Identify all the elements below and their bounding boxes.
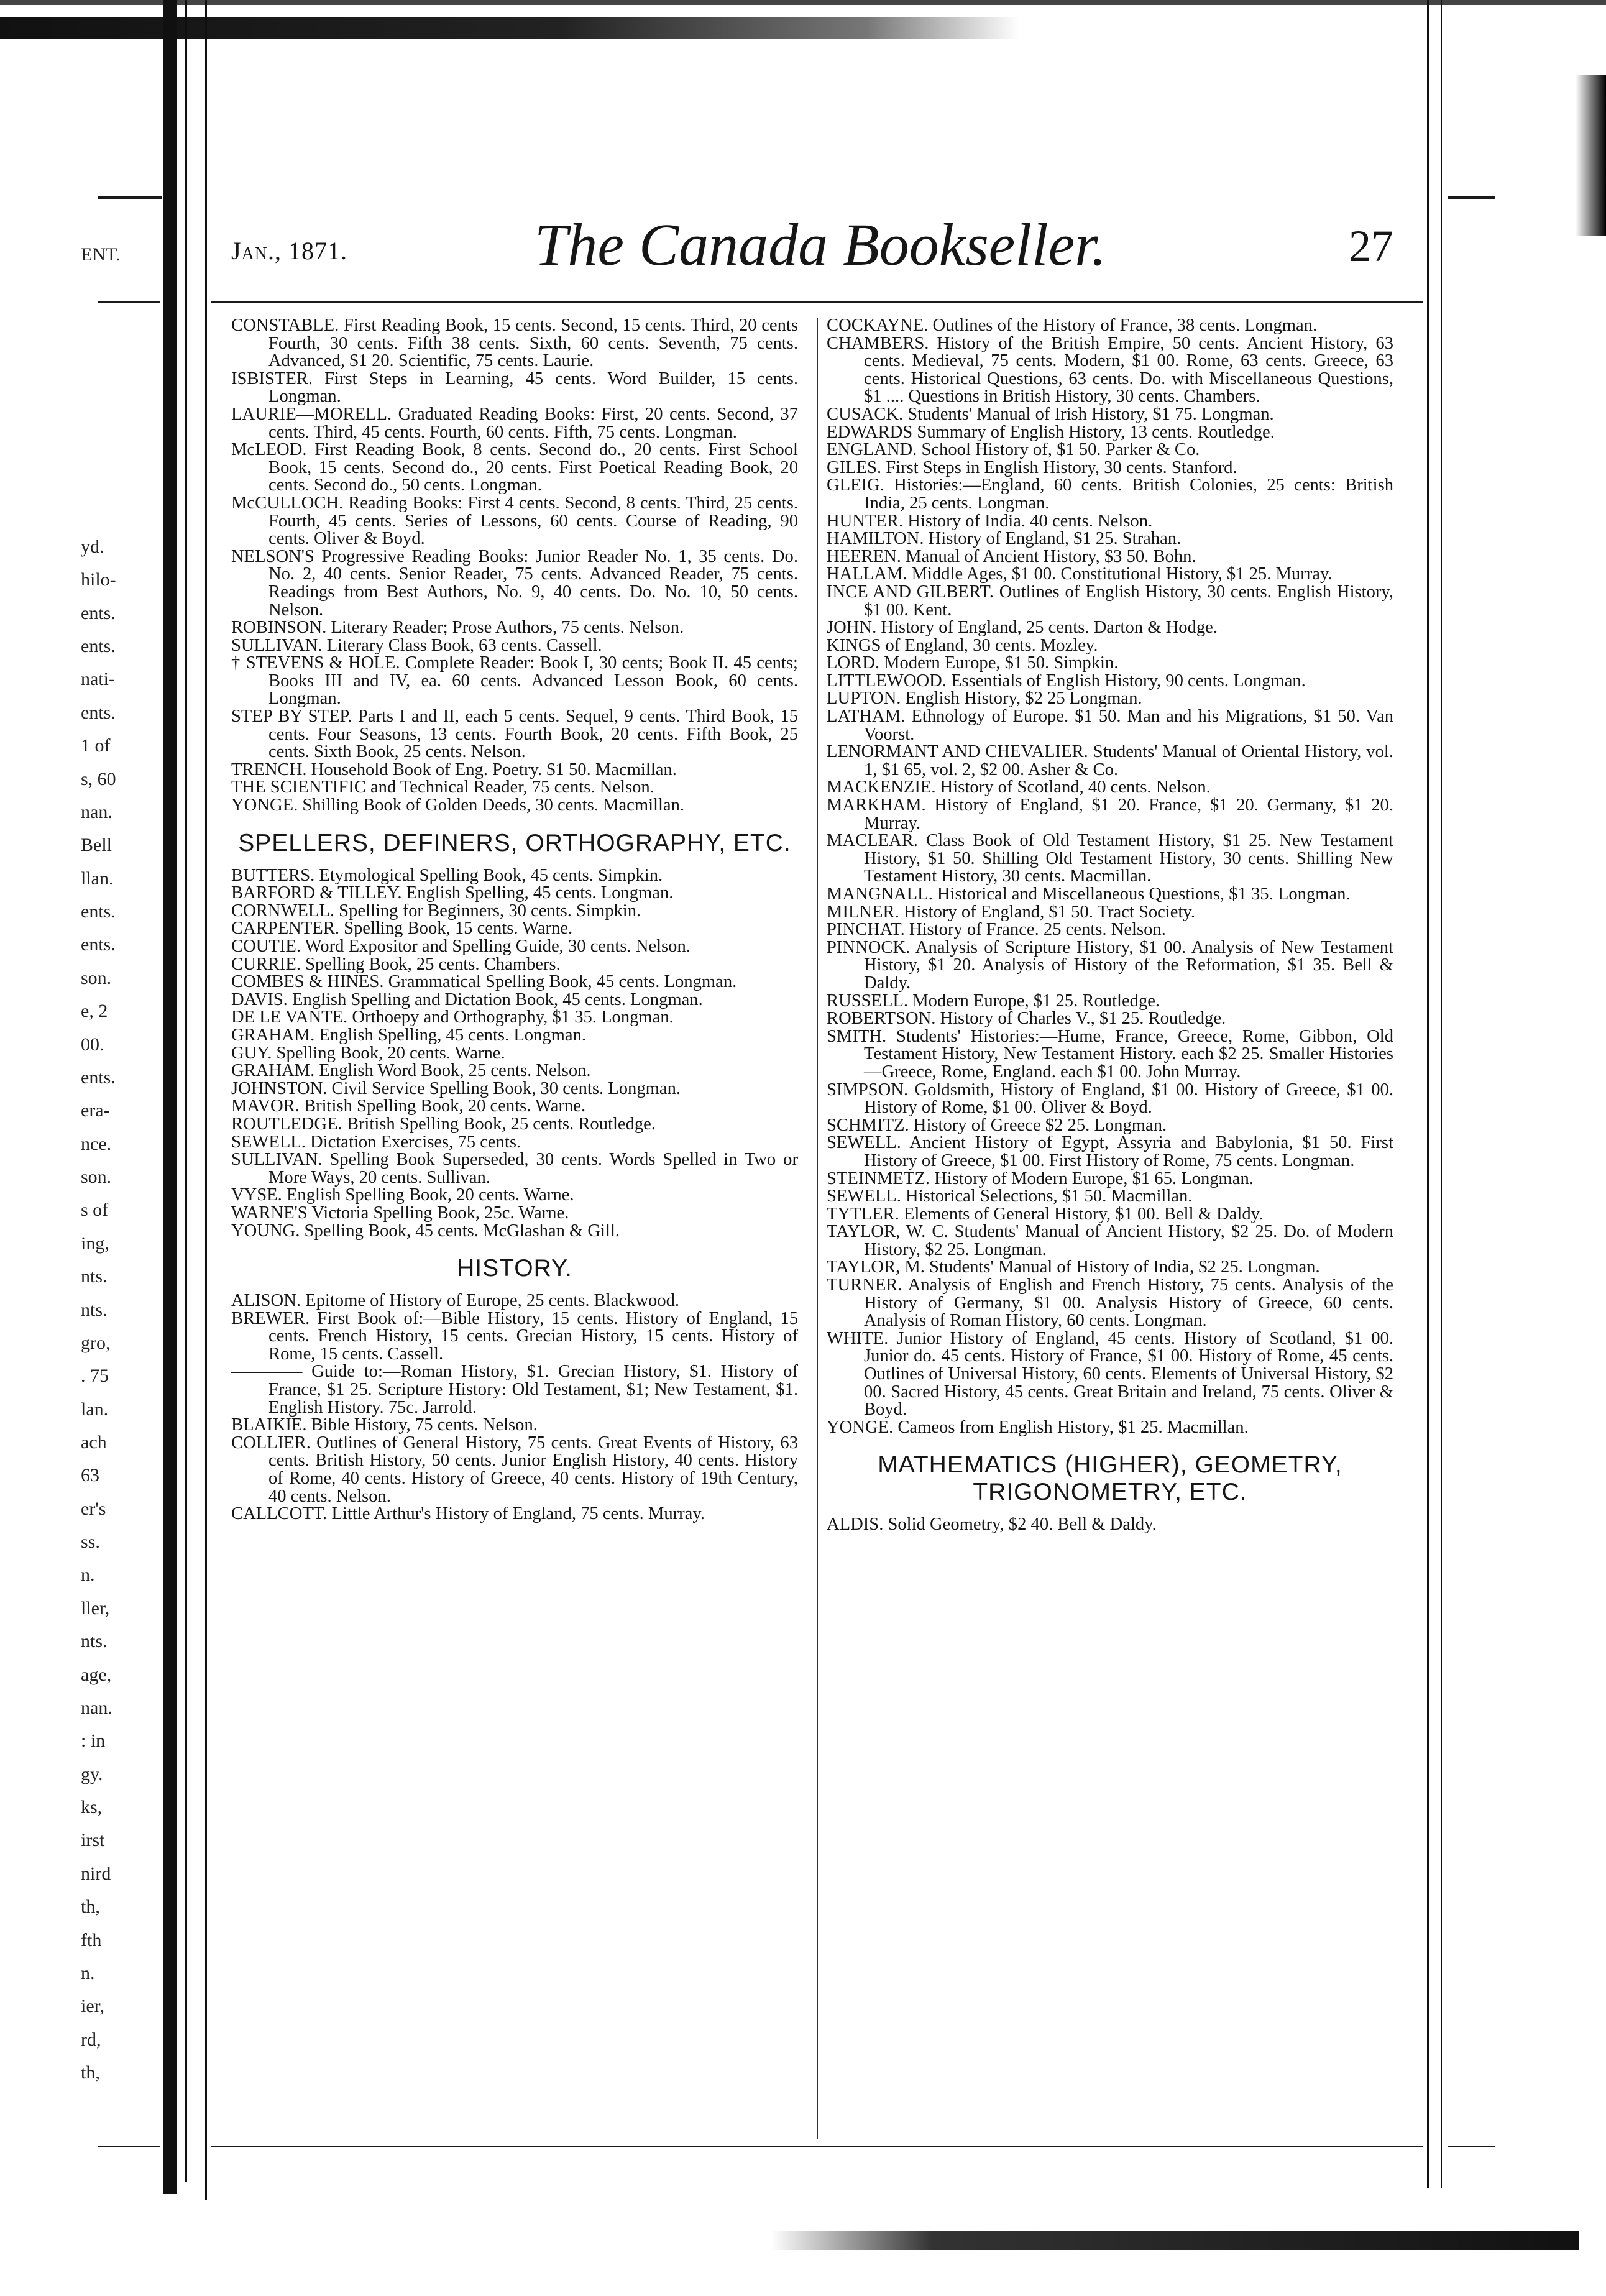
section-heading: MATHEMATICS (HIGHER), GEOMETRY, TRIGONOMETRY, ETC. <box>878 1451 1342 1506</box>
catalog-entry: MACKENZIE. History of Scotland, 40 cents. Nelson. <box>827 778 1211 797</box>
catalog-entry: CHAMBERS. History of the British Empire, 50 cents. Ancient History, 63 cents. Medieval, 75 cents. Modern, $1 00. Rome, 63 cents. Greece, 63 cents. Historical Questions, 63 cents. Do. with Miscellaneous Questions, $1 .... Questions in British History, 30 cents. Chambers. <box>827 333 1393 406</box>
catalog-entry: SEWELL. Ancient History of Egypt, Assyria and Babylonia, $1 50. First History of Greece, $1 00. First History of Rome, 75 cents. Longman. <box>827 1133 1393 1170</box>
margin-fragment: nts. <box>81 1631 108 1652</box>
center-gutter-line <box>817 318 818 2139</box>
margin-fragment: ach <box>81 1431 107 1453</box>
catalog-entry: BLAIKIE. Bible History, 75 cents. Nelson. <box>231 1415 538 1435</box>
catalog-entry: STEINMETZ. History of Modern Europe, $1 65. Longman. <box>827 1169 1254 1188</box>
catalog-entry: CORNWELL. Spelling for Beginners, 30 cents. Simpkin. <box>231 901 641 921</box>
catalog-entry: BREWER. First Book of:—Bible History, 15 cents. History of England, 15 cents. French History, 15 cents. Grecian History, 15 cents. History of Rome, 15 cents. Cassell. <box>231 1308 798 1364</box>
catalog-entry: CONSTABLE. First Reading Book, 15 cents. Second, 15 cents. Third, 20 cents Fourth, 30 cents. Fifth 38 cents. Sixth, 60 cents. Seventh, 75 cents. Advanced, $1 20. Scientific, 75 cents. Laurie. <box>231 316 798 371</box>
catalog-entry: EDWARDS Summary of English History, 13 cents. Routledge. <box>827 422 1275 442</box>
catalog-entry: LENORMANT AND CHEVALIER. Students' Manual of Oriental History, vol. 1, $1 65, vol. 2, $2 00. Asher & Co. <box>827 742 1393 779</box>
catalog-entry: HEEREN. Manual of Ancient History, $3 50. Bohn. <box>827 546 1196 566</box>
right-column <box>827 317 1393 1534</box>
right-binding-rule <box>1427 0 1429 2188</box>
catalog-entry: SCHMITZ. History of Greece $2 25. Longman. <box>827 1115 1167 1135</box>
left-binding-bar <box>163 0 177 2194</box>
margin-fragment: ents. <box>81 602 116 623</box>
header-under-rule-left <box>98 301 160 303</box>
catalog-entry: JOHN. History of England, 25 cents. Darton & Hodge. <box>827 618 1218 638</box>
catalog-entry: GRAHAM. English Word Book, 25 cents. Nelson. <box>231 1061 591 1081</box>
margin-fragment: irst <box>81 1830 105 1851</box>
catalog-entry: GUY. Spelling Book, 20 cents. Warne. <box>231 1043 505 1063</box>
footer-rule-right <box>1448 2146 1495 2147</box>
catalog-entry: HALLAM. Middle Ages, $1 00. Constitutional History, $1 25. Murray. <box>827 564 1333 584</box>
margin-fragment: ents. <box>81 636 116 657</box>
catalog-entry: ———— Guide to:—Roman History, $1. Grecian History, $1. History of France, $1 25. Scripture History: Old Testament, $1; New Testament, $1. English History. 75c. Jarrold. <box>231 1362 798 1417</box>
catalog-entry: BARFORD & TILLEY. English Spelling, 45 cents. Longman. <box>231 883 674 903</box>
catalog-entry: HAMILTON. History of England, $1 25. Strahan. <box>827 529 1182 549</box>
margin-fragment: 00. <box>81 1034 104 1055</box>
catalog-entry: MAVOR. British Spelling Book, 20 cents. Warne. <box>231 1096 586 1116</box>
margin-fragment: fth <box>81 1929 102 1950</box>
catalog-entry: ISBISTER. First Steps in Learning, 45 cents. Word Builder, 15 cents. Longman. <box>231 369 798 406</box>
catalog-entry: YOUNG. Spelling Book, 45 cents. McGlashan & Gill. <box>231 1221 620 1241</box>
margin-fragment: nts. <box>81 1299 108 1320</box>
catalog-entry: BUTTERS. Etymological Spelling Book, 45 cents. Simpkin. <box>231 865 663 885</box>
margin-fragment: nts. <box>81 1266 108 1287</box>
catalog-entry: GLEIG. Histories:—England, 60 cents. British Colonies, 25 cents: British India, 25 cents. Longman. <box>827 475 1393 513</box>
margin-fragment: ks, <box>81 1797 103 1818</box>
margin-fragment: gro, <box>81 1332 111 1353</box>
catalog-entry: MANGNALL. Historical and Miscellaneous Questions, $1 35. Longman. <box>827 884 1351 904</box>
margin-fragment: s of <box>81 1200 109 1221</box>
catalog-entry: MILNER. History of England, $1 50. Tract Society. <box>827 902 1196 922</box>
margin-fragment: ss. <box>81 1531 100 1553</box>
margin-fragment: yd. <box>81 536 104 557</box>
catalog-entry: ALISON. Epitome of History of Europe, 25 cents. Blackwood. <box>231 1291 680 1311</box>
catalog-entry: † STEVENS & HOLE. Complete Reader: Book I, 30 cents; Book II. 45 cents; Books III and IV, ea. 60 cents. Advanced Lesson Book, 60 cents. Longman. <box>231 653 798 709</box>
header-date: Jan., 1871. <box>231 237 348 265</box>
margin-fragment: e, 2 <box>81 1001 108 1022</box>
catalog-entry: TYTLER. Elements of General History, $1 00. Bell & Daldy. <box>827 1204 1264 1224</box>
margin-fragment: nati- <box>81 669 115 690</box>
catalog-entry: ROBINSON. Literary Reader; Prose Authors, 75 cents. Nelson. <box>231 618 684 638</box>
catalog-entry: McCULLOCH. Reading Books: First 4 cents. Second, 8 cents. Third, 25 cents. Fourth, 45 cents. Series of Lessons, 60 cents. Course of Reading, 90 cents. Oliver & Boyd. <box>231 493 798 549</box>
margin-fragment: rd, <box>81 2029 101 2050</box>
margin-fragment: ents. <box>81 901 116 922</box>
margin-fragment: n. <box>81 1962 95 1983</box>
catalog-entry: KINGS of England, 30 cents. Mozley. <box>827 635 1098 655</box>
catalog-entry: STEP BY STEP. Parts I and II, each 5 cents. Sequel, 9 cents. Third Book, 15 cents. Four Seasons, 13 cents. Fourth Book, 20 cents. Fifth Book, 25 cents. Sixth Book, 25 cents. Nelson. <box>231 707 798 762</box>
catalog-entry: McLEOD. First Reading Book, 8 cents. Second do., 20 cents. First School Book, 15 cents. Second do., 20 cents. First Poetical Reading Book, 20 cents. Second do., 50 cents. Longman. <box>231 440 798 495</box>
catalog-entry: VYSE. English Spelling Book, 20 cents. Warne. <box>231 1185 574 1205</box>
margin-fragment: era- <box>81 1100 110 1121</box>
catalog-entry: SULLIVAN. Literary Class Book, 63 cents. Cassell. <box>231 635 602 655</box>
catalog-entry: SIMPSON. Goldsmith, History of England, $1 00. History of Greece, $1 00. History of Rome, $1 00. Oliver & Boyd. <box>827 1080 1393 1118</box>
catalog-entry: CALLCOTT. Little Arthur's History of England, 75 cents. Murray. <box>231 1504 705 1524</box>
margin-fragment: n. <box>81 1564 95 1586</box>
margin-fragment: er's <box>81 1498 106 1519</box>
catalog-entry: RUSSELL. Modern Europe, $1 25. Routledge. <box>827 991 1160 1011</box>
catalog-entry: GILES. First Steps in English History, 30 cents. Stanford. <box>827 457 1237 477</box>
catalog-entry: CUSACK. Students' Manual of Irish History, $1 75. Longman. <box>827 404 1274 424</box>
margin-fragment: ing, <box>81 1233 109 1254</box>
margin-fragment: son. <box>81 967 112 988</box>
catalog-entry: JOHNSTON. Civil Service Spelling Book, 30 cents. Longman. <box>231 1078 681 1098</box>
catalog-entry: MARKHAM. History of England, $1 20. France, $1 20. Germany, $1 20. Murray. <box>827 796 1393 833</box>
catalog-entry: TAYLOR, W. C. Students' Manual of Ancient History, $2 25. Do. of Modern History, $2 25. Longman. <box>827 1222 1393 1259</box>
margin-fragment: ents. <box>81 702 116 723</box>
margin-fragment: th, <box>81 1896 100 1917</box>
catalog-entry: YONGE. Cameos from English History, $1 25. Macmillan. <box>827 1417 1249 1437</box>
catalog-entry: ROUTLEDGE. British Spelling Book, 25 cents. Routledge. <box>231 1114 656 1134</box>
catalog-entry: LUPTON. English History, $2 25 Longman. <box>827 689 1142 709</box>
left-column <box>231 317 798 1523</box>
margin-fragment: ents. <box>81 934 116 955</box>
catalog-entry: LAURIE—MORELL. Graduated Reading Books: First, 20 cents. Second, 37 cents. Third, 45 cents. Fourth, 60 cents. Fifth, 75 cents. Longman. <box>231 404 798 442</box>
catalog-entry: COUTIE. Word Expositor and Spelling Guide, 30 cents. Nelson. <box>231 937 691 956</box>
page-number: 27 <box>1349 221 1393 271</box>
catalog-entry: ENGLAND. School History of, $1 50. Parker & Co. <box>827 440 1200 460</box>
top-left-smear <box>0 17 1019 39</box>
margin-fragment: nce. <box>81 1133 112 1154</box>
catalog-entry: TURNER. Analysis of English and French History, 75 cents. Analysis of the History of Germany, $1 00. Analysis History of Greece, 60 cents. Analysis of Roman History, 60 cents. Longman. <box>827 1275 1393 1331</box>
margin-fragment: ier, <box>81 1996 104 2017</box>
right-edge-shadow <box>1576 75 1606 236</box>
catalog-entry: SEWELL. Dictation Exercises, 75 cents. <box>231 1132 521 1152</box>
margin-fragment: th, <box>81 2062 100 2083</box>
margin-fragment: 63 <box>81 1465 99 1486</box>
margin-fragment: 1 of <box>81 735 111 756</box>
margin-fragment: ents. <box>81 1067 116 1088</box>
catalog-entry: DE LE VANTE. Orthoepy and Orthography, $1 35. Longman. <box>231 1008 674 1027</box>
catalog-entry: YONGE. Shilling Book of Golden Deeds, 30 cents. Macmillan. <box>231 796 685 815</box>
margin-fragment: nan. <box>81 1697 112 1718</box>
catalog-entry: COCKAYNE. Outlines of the History of France, 38 cents. Longman. <box>827 316 1318 335</box>
header-under-rule <box>211 301 1423 303</box>
catalog-entry: PINNOCK. Analysis of Scripture History, $1 00. Analysis of New Testament History, $1 20. Analysis of History of the Reformation, $1 35. Bell & Daldy. <box>827 937 1393 993</box>
margin-fragment: llan. <box>81 868 114 889</box>
margin-fragment: lan. <box>81 1398 109 1420</box>
catalog-entry: COMBES & HINES. Grammatical Spelling Book, 45 cents. Longman. <box>231 972 737 992</box>
catalog-entry: WARNE'S Victoria Spelling Book, 25c. Warne. <box>231 1203 569 1223</box>
margin-fragment: gy. <box>81 1763 103 1784</box>
margin-fragment: hilo- <box>81 569 116 590</box>
header-rule-left <box>98 196 162 199</box>
catalog-entry: LATHAM. Ethnology of Europe. $1 50. Man and his Migrations, $1 50. Van Voorst. <box>827 707 1393 744</box>
footer-rule-left <box>98 2146 160 2147</box>
catalog-entry: INCE AND GILBERT. Outlines of English History, 30 cents. English History, $1 00. Kent. <box>827 582 1393 620</box>
catalog-entry: PINCHAT. History of France. 25 cents. Nelson. <box>827 920 1166 940</box>
bottom-scan-smear <box>771 2231 1579 2250</box>
footer-rule <box>211 2146 1423 2147</box>
catalog-entry: CURRIE. Spelling Book, 25 cents. Chambers. <box>231 954 561 974</box>
left-binding-rule-outer <box>205 0 207 2200</box>
right-binding-rule-2 <box>1441 0 1442 2188</box>
catalog-entry: WHITE. Junior History of England, 45 cents. History of Scotland, $1 00. Junior do. 45 cents. History of France, $1 00. History of Rome, 45 cents. Outlines of Universal History, 60 cents. Elements of Universal History, $2 00. Sacred History, 45 cents. Great Britain and Ireland, 75 cents. Oliver & Boyd. <box>827 1328 1393 1420</box>
margin-fragment: : in <box>81 1730 106 1752</box>
margin-fragment: nird <box>81 1863 111 1884</box>
catalog-entry: CARPENTER. Spelling Book, 15 cents. Warne. <box>231 919 573 939</box>
catalog-entry: TAYLOR, M. Students' Manual of History of India, $2 25. Longman. <box>827 1257 1320 1277</box>
section-heading: HISTORY. <box>457 1255 572 1282</box>
margin-fragment: s, 60 <box>81 768 116 789</box>
margin-fragment: . 75 <box>81 1366 109 1387</box>
page-title: The Canada Bookseller. <box>535 211 1106 278</box>
catalog-entry: NELSON'S Progressive Reading Books: Junior Reader No. 1, 35 cents. Do. No. 2, 40 cents. Senior Reader, 75 cents. Advanced Reader, 75 cents. Readings from Best Authors, No. 9, 40 cents. Do. No. 10, 50 cents. Nelson. <box>231 546 798 620</box>
catalog-entry: COLLIER. Outlines of General History, 75 cents. Great Events of History, 63 cents. British History, 50 cents. Junior English History, 40 cents. History of Rome, 40 cents. History of Greece, 40 cents. History of 19th Century, 40 cents. Nelson. <box>231 1433 798 1506</box>
catalog-entry: LORD. Modern Europe, $1 50. Simpkin. <box>827 653 1119 673</box>
margin-fragment: ENT. <box>81 244 121 265</box>
catalog-entry: LITTLEWOOD. Essentials of English History, 90 cents. Longman. <box>827 671 1306 691</box>
catalog-entry: SMITH. Students' Histories:—Hume, France, Greece, Rome, Gibbon, Old Testament History, New Testament History. each $2 25. Smaller Histories—Greece, Rome, England. each $1 00. John Murray. <box>827 1026 1393 1081</box>
section-heading: SPELLERS, DEFINERS, ORTHOGRAPHY, ETC. <box>238 829 791 856</box>
catalog-entry: DAVIS. English Spelling and Dictation Book, 45 cents. Longman. <box>231 990 703 1009</box>
catalog-entry: ALDIS. Solid Geometry, $2 40. Bell & Daldy. <box>827 1515 1157 1535</box>
margin-fragment: Bell <box>81 835 112 856</box>
left-binding-rule-thin <box>185 0 187 2182</box>
catalog-entry: SULLIVAN. Spelling Book Superseded, 30 cents. Words Spelled in Two or More Ways, 20 cents. Sullivan. <box>231 1150 798 1187</box>
margin-fragment: son. <box>81 1167 112 1188</box>
catalog-entry: ROBERTSON. History of Charles V., $1 25. Routledge. <box>827 1009 1226 1029</box>
header-rule-right <box>1448 196 1495 199</box>
margin-fragment: nan. <box>81 801 112 822</box>
margin-fragment: ller, <box>81 1597 110 1619</box>
catalog-entry: HUNTER. History of India. 40 cents. Nelson. <box>827 511 1153 531</box>
catalog-entry: THE SCIENTIFIC and Technical Reader, 75 cents. Nelson. <box>231 778 654 797</box>
catalog-entry: TRENCH. Household Book of Eng. Poetry. $1 50. Macmillan. <box>231 760 677 779</box>
margin-fragment: age, <box>81 1664 112 1685</box>
catalog-entry: MACLEAR. Class Book of Old Testament History, $1 25. New Testament History, $1 50. Shilling Old Testament History, 30 cents. Shilling New Testament History, 30 cents. Macmillan. <box>827 831 1393 886</box>
catalog-entry: SEWELL. Historical Selections, $1 50. Macmillan. <box>827 1187 1193 1206</box>
catalog-entry: GRAHAM. English Spelling, 45 cents. Longman. <box>231 1025 587 1045</box>
top-edge-shadow <box>0 0 1606 5</box>
